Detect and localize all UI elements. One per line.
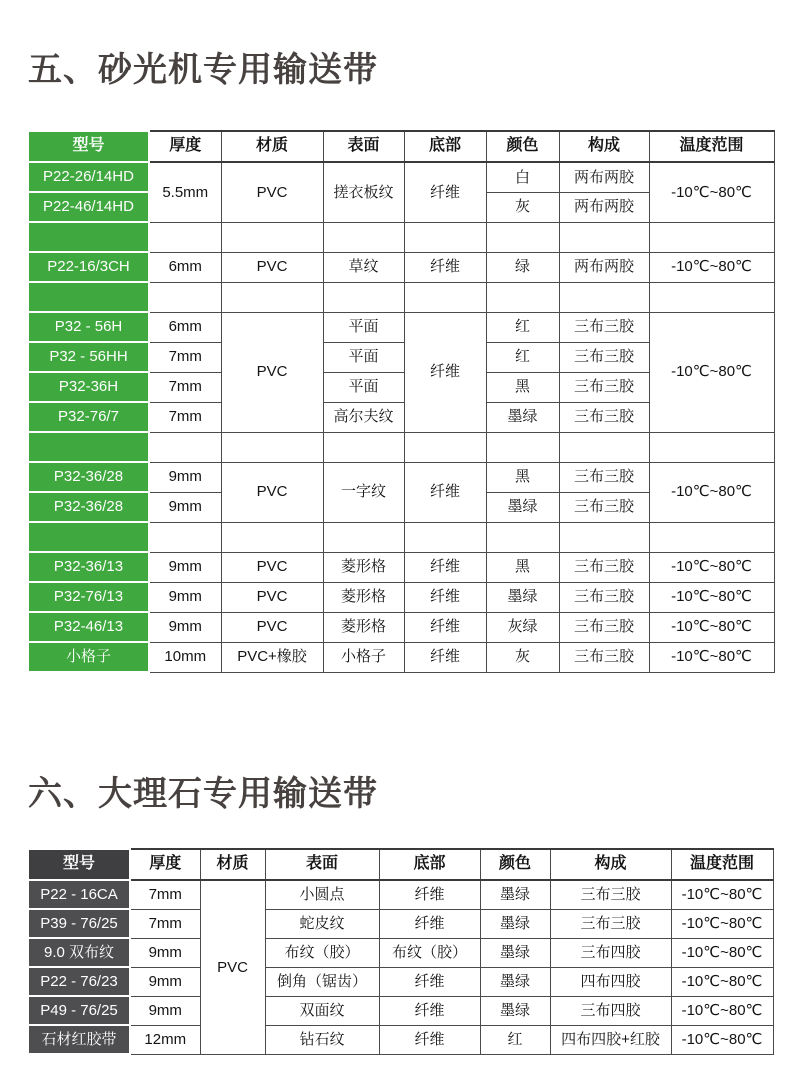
temp-cell: -10℃~80℃ [649, 552, 774, 582]
surface-cell: 布纹（胶） [265, 938, 379, 967]
surface-cell: 搓衣板纹 [323, 162, 404, 222]
header-surface: 表面 [323, 131, 404, 162]
header-material: 材质 [200, 849, 265, 880]
color-cell: 红 [480, 1025, 550, 1054]
composition-cell: 三布三胶 [550, 880, 671, 909]
table-row [28, 312, 774, 342]
thickness-cell: 9mm [149, 582, 221, 612]
color-cell: 墨绿 [486, 402, 559, 432]
bottom-cell: 布纹（胶） [379, 938, 480, 967]
composition-cell: 三布三胶 [559, 462, 649, 492]
color-cell: 黑 [486, 462, 559, 492]
surface-cell: 蛇皮纹 [265, 909, 379, 938]
surface-cell: 倒角（锯齿） [265, 967, 379, 996]
spacer-row [28, 522, 774, 552]
composition-cell: 三布三胶 [559, 342, 649, 372]
model-cell: P32 - 56H [28, 312, 149, 342]
composition-cell: 四布四胶 [550, 967, 671, 996]
model-cell: P32-76/7 [28, 402, 149, 432]
bottom-cell: 纤维 [404, 462, 486, 522]
thickness-cell: 5.5mm [149, 162, 221, 222]
surface-cell: 平面 [323, 372, 404, 402]
color-cell: 墨绿 [480, 996, 550, 1025]
composition-cell: 三布三胶 [550, 909, 671, 938]
spacer-row [28, 432, 774, 462]
color-cell: 墨绿 [480, 909, 550, 938]
surface-cell: 小圆点 [265, 880, 379, 909]
table-row [28, 967, 773, 996]
thickness-cell: 9mm [149, 462, 221, 492]
header-bottom: 底部 [379, 849, 480, 880]
table-row [28, 642, 774, 672]
thickness-cell: 7mm [149, 402, 221, 432]
composition-cell: 四布四胶+红胶 [550, 1025, 671, 1054]
surface-cell: 双面纹 [265, 996, 379, 1025]
color-cell: 墨绿 [486, 582, 559, 612]
model-cell: 小格子 [28, 642, 149, 672]
surface-cell: 钻石纹 [265, 1025, 379, 1054]
surface-cell: 一字纹 [323, 462, 404, 522]
bottom-cell: 纤维 [379, 1025, 480, 1054]
header-color: 颜色 [486, 131, 559, 162]
composition-cell: 三布三胶 [559, 402, 649, 432]
table-row [28, 462, 774, 492]
composition-cell: 三布三胶 [559, 492, 649, 522]
thickness-cell: 9mm [130, 967, 200, 996]
header-model: 型号 [28, 849, 130, 880]
composition-cell: 三布三胶 [559, 582, 649, 612]
color-cell: 黑 [486, 372, 559, 402]
table-header-row [28, 849, 773, 880]
composition-cell: 三布三胶 [559, 552, 649, 582]
model-cell: P22-46/14HD [28, 192, 149, 222]
header-color: 颜色 [480, 849, 550, 880]
model-cell: P22 - 76/23 [28, 967, 130, 996]
section-title-sander: 五、砂光机专用输送带 [28, 51, 378, 89]
bottom-cell: 纤维 [404, 642, 486, 672]
table-row [28, 1025, 773, 1054]
model-spacer-cell [28, 432, 149, 462]
thickness-cell: 7mm [149, 372, 221, 402]
composition-cell: 三布三胶 [559, 612, 649, 642]
composition-cell: 三布三胶 [559, 642, 649, 672]
temp-cell: -10℃~80℃ [649, 612, 774, 642]
thickness-cell: 9mm [130, 996, 200, 1025]
color-cell: 灰绿 [486, 612, 559, 642]
header-composition: 构成 [559, 131, 649, 162]
table-row [28, 252, 774, 282]
temp-cell: -10℃~80℃ [649, 582, 774, 612]
color-cell: 墨绿 [480, 880, 550, 909]
material-cell: PVC [200, 880, 265, 1054]
composition-cell: 三布三胶 [559, 312, 649, 342]
model-cell: P49 - 76/25 [28, 996, 130, 1025]
bottom-cell: 纤维 [379, 996, 480, 1025]
table-row [28, 996, 773, 1025]
thickness-cell: 7mm [130, 880, 200, 909]
surface-cell: 平面 [323, 342, 404, 372]
temp-cell: -10℃~80℃ [649, 462, 774, 522]
thickness-cell: 12mm [130, 1025, 200, 1054]
model-cell: P32-36/28 [28, 492, 149, 522]
material-cell: PVC [221, 462, 323, 522]
composition-cell: 三布四胶 [550, 938, 671, 967]
surface-cell: 小格子 [323, 642, 404, 672]
table-row [28, 612, 774, 642]
thickness-cell: 9mm [130, 938, 200, 967]
model-cell: P32 - 56HH [28, 342, 149, 372]
surface-cell: 平面 [323, 312, 404, 342]
marble-table [27, 848, 774, 1055]
model-cell: P32-36/13 [28, 552, 149, 582]
section-title-marble: 六、大理石专用输送带 [28, 775, 378, 813]
temp-cell: -10℃~80℃ [671, 880, 773, 909]
table-row [28, 909, 773, 938]
thickness-cell: 6mm [149, 312, 221, 342]
temp-cell: -10℃~80℃ [671, 1025, 773, 1054]
color-cell: 绿 [486, 252, 559, 282]
model-cell: P22-16/3CH [28, 252, 149, 282]
material-cell: PVC+橡胶 [221, 642, 323, 672]
model-cell: P32-36H [28, 372, 149, 402]
composition-cell: 两布两胶 [559, 192, 649, 222]
table-row [28, 938, 773, 967]
material-cell: PVC [221, 252, 323, 282]
thickness-cell: 6mm [149, 252, 221, 282]
model-cell: 9.0 双布纹 [28, 938, 130, 967]
bottom-cell: 纤维 [404, 252, 486, 282]
header-bottom: 底部 [404, 131, 486, 162]
bottom-cell: 纤维 [404, 582, 486, 612]
thickness-cell: 9mm [149, 612, 221, 642]
model-spacer-cell [28, 282, 149, 312]
composition-cell: 两布两胶 [559, 162, 649, 192]
color-cell: 红 [486, 312, 559, 342]
bottom-cell: 纤维 [379, 880, 480, 909]
color-cell: 黑 [486, 552, 559, 582]
composition-cell: 三布三胶 [559, 372, 649, 402]
model-cell: P22 - 16CA [28, 880, 130, 909]
color-cell: 灰 [486, 192, 559, 222]
bottom-cell: 纤维 [379, 909, 480, 938]
model-cell: P32-36/28 [28, 462, 149, 492]
color-cell: 墨绿 [480, 967, 550, 996]
temp-cell: -10℃~80℃ [671, 996, 773, 1025]
thickness-cell: 9mm [149, 492, 221, 522]
spacer-row [28, 222, 774, 252]
temp-cell: -10℃~80℃ [649, 312, 774, 432]
table-row [28, 552, 774, 582]
header-composition: 构成 [550, 849, 671, 880]
header-material: 材质 [221, 131, 323, 162]
surface-cell: 菱形格 [323, 612, 404, 642]
composition-cell: 三布四胶 [550, 996, 671, 1025]
material-cell: PVC [221, 162, 323, 222]
thickness-cell: 7mm [149, 342, 221, 372]
model-cell: P32-76/13 [28, 582, 149, 612]
model-cell: P39 - 76/25 [28, 909, 130, 938]
table-header-row [28, 131, 774, 162]
model-spacer-cell [28, 222, 149, 252]
temp-cell: -10℃~80℃ [649, 162, 774, 222]
surface-cell: 菱形格 [323, 552, 404, 582]
bottom-cell: 纤维 [404, 162, 486, 222]
color-cell: 白 [486, 162, 559, 192]
material-cell: PVC [221, 612, 323, 642]
header-temp-range: 温度范围 [671, 849, 773, 880]
model-spacer-cell [28, 522, 149, 552]
table-row [28, 582, 774, 612]
temp-cell: -10℃~80℃ [649, 642, 774, 672]
color-cell: 红 [486, 342, 559, 372]
table-row [28, 880, 773, 909]
surface-cell: 高尔夫纹 [323, 402, 404, 432]
thickness-cell: 10mm [149, 642, 221, 672]
color-cell: 墨绿 [486, 492, 559, 522]
header-thickness: 厚度 [130, 849, 200, 880]
model-cell: P32-46/13 [28, 612, 149, 642]
surface-cell: 菱形格 [323, 582, 404, 612]
temp-cell: -10℃~80℃ [671, 967, 773, 996]
model-cell: P22-26/14HD [28, 162, 149, 192]
surface-cell: 草纹 [323, 252, 404, 282]
temp-cell: -10℃~80℃ [671, 938, 773, 967]
material-cell: PVC [221, 582, 323, 612]
spacer-row [28, 282, 774, 312]
bottom-cell: 纤维 [404, 612, 486, 642]
temp-cell: -10℃~80℃ [649, 252, 774, 282]
header-surface: 表面 [265, 849, 379, 880]
header-thickness: 厚度 [149, 131, 221, 162]
material-cell: PVC [221, 312, 323, 432]
header-temp-range: 温度范围 [649, 131, 774, 162]
header-model: 型号 [28, 131, 149, 162]
bottom-cell: 纤维 [404, 312, 486, 432]
color-cell: 墨绿 [480, 938, 550, 967]
color-cell: 灰 [486, 642, 559, 672]
thickness-cell: 9mm [149, 552, 221, 582]
bottom-cell: 纤维 [404, 552, 486, 582]
model-cell: 石材红胶带 [28, 1025, 130, 1054]
thickness-cell: 7mm [130, 909, 200, 938]
temp-cell: -10℃~80℃ [671, 909, 773, 938]
composition-cell: 两布两胶 [559, 252, 649, 282]
bottom-cell: 纤维 [379, 967, 480, 996]
table-row [28, 162, 774, 192]
sander-table [27, 130, 775, 673]
material-cell: PVC [221, 552, 323, 582]
